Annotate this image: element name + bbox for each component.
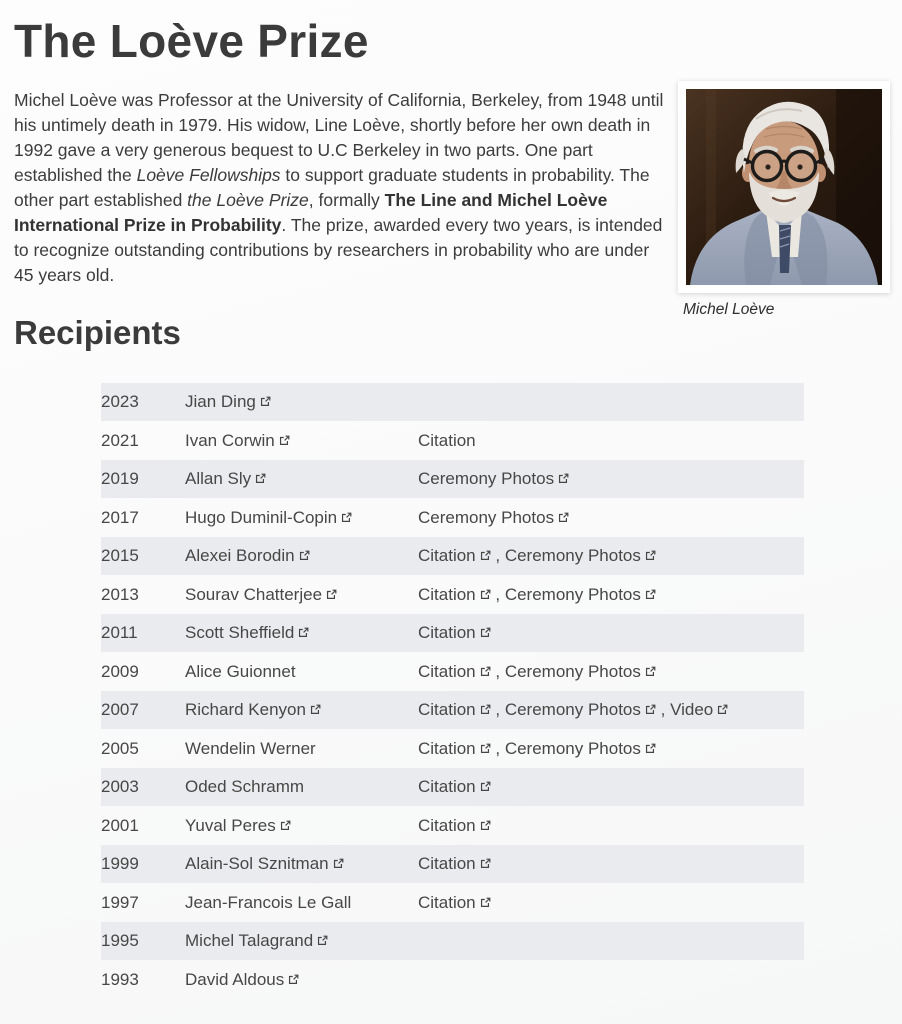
intro-text-segment: . The prize, awarded every two years, is intended to recognize outstanding contributions by researchers in probability who are under 45 years old. — [14, 215, 663, 286]
table-row — [101, 575, 804, 614]
ceremony-photos-link-2009[interactable] — [505, 662, 656, 681]
intro-section — [14, 88, 890, 318]
recipient-cell — [185, 768, 418, 807]
citation-link-1999[interactable] — [418, 854, 491, 873]
recipient-link-2015[interactable] — [185, 546, 310, 565]
links-cell — [418, 883, 804, 922]
external-link-icon — [645, 584, 656, 604]
recipient-cell — [185, 806, 418, 845]
recipient-link-2017[interactable] — [185, 508, 352, 527]
external-link-icon — [480, 892, 491, 912]
year-cell: 2005 — [101, 738, 139, 758]
recipient-link-1999[interactable] — [185, 854, 344, 873]
external-link-icon — [326, 584, 337, 604]
link-label: Citation — [418, 854, 476, 874]
link-label: Citation — [418, 892, 476, 912]
links-cell — [418, 537, 804, 576]
table-row — [101, 383, 804, 422]
link-label: Jian Ding — [185, 392, 256, 412]
external-link-icon — [480, 545, 491, 565]
link-label: Ivan Corwin — [185, 430, 275, 450]
recipient-link-2011[interactable] — [185, 623, 309, 642]
link-label: Citation — [418, 815, 476, 835]
link-label: Ceremony Photos — [504, 584, 641, 604]
link-label: Alain-Sol Sznitman — [185, 854, 329, 874]
ceremony-photos-link-2019[interactable] — [418, 469, 569, 488]
recipient-cell — [185, 691, 418, 730]
citation-link-2007[interactable] — [418, 700, 491, 719]
external-link-icon — [299, 545, 310, 565]
external-link-icon — [280, 815, 291, 835]
external-link-icon — [480, 853, 491, 873]
link-label: Ceremony Photos — [504, 700, 641, 720]
recipient-cell — [185, 537, 418, 576]
external-link-icon — [310, 699, 321, 719]
external-link-icon — [558, 468, 569, 488]
recipient-cell — [185, 383, 418, 422]
table-row — [101, 806, 804, 845]
year-cell: 2021 — [101, 430, 139, 450]
table-row — [101, 845, 804, 884]
citation-link-2015[interactable] — [418, 546, 491, 565]
ceremony-photos-link-2007[interactable] — [505, 700, 656, 719]
year-cell: 1997 — [101, 892, 139, 912]
link-label: Citation — [418, 777, 476, 797]
link-separator: , — [490, 661, 505, 681]
link-label: Ceremony Photos — [504, 738, 641, 758]
recipient-link-2007[interactable] — [185, 700, 321, 719]
external-link-icon — [333, 853, 344, 873]
recipient-link-1995[interactable] — [185, 931, 328, 950]
external-link-icon — [288, 969, 299, 989]
recipient-name: Wendelin Werner — [185, 738, 316, 758]
links-cell — [418, 498, 804, 537]
external-link-icon — [341, 507, 352, 527]
recipient-cell — [185, 614, 418, 653]
recipient-cell — [185, 922, 418, 961]
links-cell — [418, 960, 804, 999]
page — [0, 16, 902, 999]
link-separator: , — [490, 700, 505, 720]
links-cell — [418, 383, 804, 422]
link-label: Allan Sly — [185, 469, 252, 489]
link-label: Ceremony Photos — [418, 507, 555, 527]
recipient-link-1993[interactable] — [185, 970, 299, 989]
table-row — [101, 537, 804, 576]
year-cell: 2007 — [101, 700, 139, 720]
recipient-cell — [185, 960, 418, 999]
external-link-icon — [645, 738, 656, 758]
table-row — [101, 729, 804, 768]
link-label: Richard Kenyon — [185, 700, 306, 720]
year-cell: 2019 — [101, 469, 139, 489]
citation-link-2003[interactable] — [418, 777, 491, 796]
year-cell: 1995 — [101, 931, 139, 951]
recipients-table — [101, 383, 804, 999]
links-cell — [418, 460, 804, 499]
external-link-icon — [480, 584, 491, 604]
recipient-cell — [185, 460, 418, 499]
year-cell: 2009 — [101, 661, 139, 681]
external-link-icon — [480, 815, 491, 835]
recipient-name: Jean-Francois Le Gall — [185, 892, 352, 912]
recipient-cell — [185, 729, 418, 768]
year-cell: 2013 — [101, 584, 139, 604]
ceremony-photos-link-2015[interactable] — [505, 546, 656, 565]
links-cell — [418, 691, 804, 730]
links-cell — [418, 652, 804, 691]
link-label: Ceremony Photos — [504, 546, 641, 566]
recipient-link-2021[interactable] — [185, 431, 290, 450]
year-cell: 1993 — [101, 969, 139, 989]
external-link-icon — [480, 699, 491, 719]
recipient-name: Oded Schramm — [185, 777, 305, 797]
intro-text-segment: to support graduate students in probability. The other part established — [14, 164, 650, 211]
citation-link-2001[interactable] — [418, 816, 491, 835]
external-link-icon — [480, 622, 491, 642]
photo-caption: Michel Loève — [683, 300, 775, 318]
link-label: Citation — [418, 430, 476, 450]
external-link-icon — [298, 622, 309, 642]
link-label: David Aldous — [185, 969, 285, 989]
links-cell — [418, 729, 804, 768]
links-cell — [418, 575, 804, 614]
recipient-cell — [185, 845, 418, 884]
page-title: The Loève Prize — [14, 15, 369, 67]
year-cell: 2001 — [101, 815, 139, 835]
external-link-icon — [645, 661, 656, 681]
citation-link-1997[interactable] — [418, 893, 491, 912]
intro-text-segment: , formally — [308, 190, 385, 211]
link-separator: , — [490, 546, 505, 566]
link-label: Citation — [418, 584, 476, 604]
citation-link-2013[interactable] — [418, 585, 491, 604]
year-cell: 2023 — [101, 392, 139, 412]
recipient-cell — [185, 883, 418, 922]
link-label: Yuval Peres — [185, 815, 276, 835]
link-label: Hugo Duminil-Copin — [185, 507, 338, 527]
recipient-link-2023[interactable] — [185, 392, 271, 411]
link-separator: , — [655, 700, 671, 720]
link-label: Scott Sheffield — [185, 623, 295, 643]
table-row — [101, 691, 804, 730]
intro-paragraph — [14, 88, 670, 289]
table-row — [101, 922, 804, 961]
links-cell — [418, 614, 804, 653]
recipients-heading: Recipients — [14, 314, 181, 352]
table-row — [101, 652, 804, 691]
links-cell — [418, 768, 804, 807]
intro-text-segment: Michel Loève was Professor at the University of California, Berkeley, from 1948 until his untimely death in 1979. His widow, Line Loève, shortly before her own death in 1992 gave a very generous bequest to U.C Berkeley in two parts. One part established the — [14, 89, 664, 185]
links-cell — [418, 421, 804, 460]
link-label: Citation — [418, 546, 476, 566]
video-link-2007[interactable] — [670, 700, 728, 719]
link-label: Sourav Chatterjee — [185, 584, 323, 604]
external-link-icon — [255, 468, 266, 488]
link-label: Ceremony Photos — [418, 469, 555, 489]
recipient-link-2001[interactable] — [185, 816, 291, 835]
intro-text-segment: Loève Fellowships — [136, 164, 281, 185]
external-link-icon — [279, 430, 290, 450]
table-row — [101, 768, 804, 807]
ceremony-photos-link-2005[interactable] — [505, 739, 656, 758]
external-link-icon — [260, 391, 271, 411]
table-row — [101, 614, 804, 653]
year-cell: 2003 — [101, 777, 139, 797]
portrait-illustration — [686, 89, 882, 285]
link-label: Citation — [418, 700, 476, 720]
external-link-icon — [558, 507, 569, 527]
recipient-cell — [185, 421, 418, 460]
link-label: Video — [670, 700, 714, 720]
recipient-link-2013[interactable] — [185, 585, 337, 604]
intro-text-segment: the Loève Prize — [187, 190, 309, 211]
recipient-cell — [185, 575, 418, 614]
link-label: Michel Talagrand — [185, 931, 314, 951]
citation-link-2011[interactable] — [418, 623, 491, 642]
year-cell: 2015 — [101, 546, 139, 566]
links-cell — [418, 845, 804, 884]
year-cell: 2017 — [101, 507, 139, 527]
link-label: Citation — [418, 661, 476, 681]
year-cell: 1999 — [101, 854, 139, 874]
external-link-icon — [717, 699, 728, 719]
link-separator: , — [490, 738, 505, 758]
michel-loeve-photo-figure — [678, 81, 890, 319]
link-label: Alexei Borodin — [185, 546, 295, 566]
intro-text-segment: The Line and Michel Loève International Prize in Probability — [14, 190, 608, 236]
citation-link-2005[interactable] — [418, 739, 491, 758]
external-link-icon — [480, 738, 491, 758]
recipient-cell — [185, 498, 418, 537]
table-row — [101, 460, 804, 499]
external-link-icon — [480, 661, 491, 681]
ceremony-photos-link-2013[interactable] — [505, 585, 656, 604]
citation-link-2021[interactable] — [418, 431, 476, 450]
external-link-icon — [645, 699, 656, 719]
external-link-icon — [480, 776, 491, 796]
table-row — [101, 960, 804, 999]
links-cell — [418, 922, 804, 961]
links-cell — [418, 806, 804, 845]
michel-loeve-photo — [678, 81, 890, 293]
table-row — [101, 883, 804, 922]
recipients-table-body — [101, 383, 804, 999]
table-row — [101, 421, 804, 460]
table-row — [101, 498, 804, 537]
recipient-name: Alice Guionnet — [185, 661, 296, 681]
citation-link-2009[interactable] — [418, 662, 491, 681]
link-label: Citation — [418, 738, 476, 758]
external-link-icon — [317, 930, 328, 950]
link-label: Ceremony Photos — [504, 661, 641, 681]
recipient-cell — [185, 652, 418, 691]
ceremony-photos-link-2017[interactable] — [418, 508, 569, 527]
link-separator: , — [490, 584, 505, 604]
link-label: Citation — [418, 623, 476, 643]
year-cell: 2011 — [101, 623, 138, 643]
recipient-link-2019[interactable] — [185, 469, 266, 488]
external-link-icon — [645, 545, 656, 565]
